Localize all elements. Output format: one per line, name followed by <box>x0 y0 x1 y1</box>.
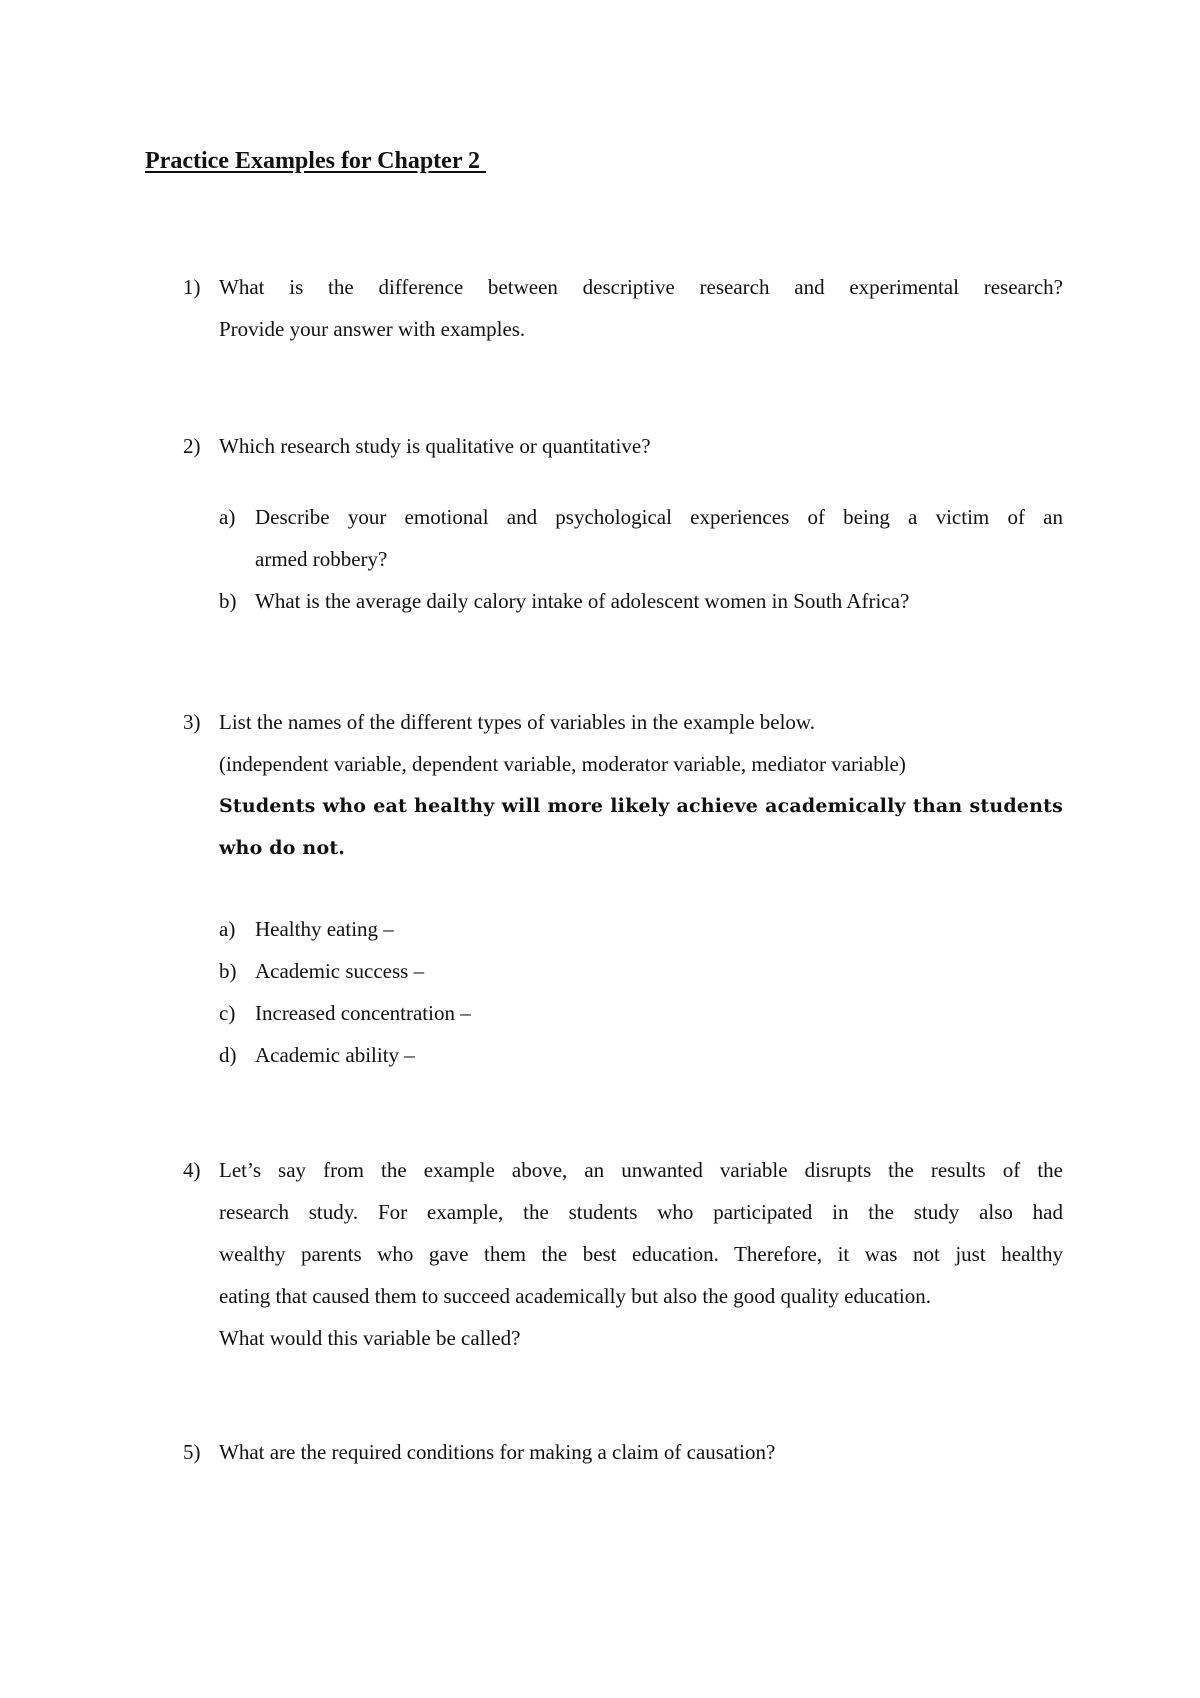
item-letter: a) <box>219 505 236 529</box>
example-statement-line: Students who eat healthy will more likely achieve academically than students <box>219 795 1063 817</box>
item-letter: c) <box>219 1001 236 1025</box>
item-text-line: What is the average daily calory intake of adolescent women in South Africa? <box>255 589 910 613</box>
question-text-line: Which research study is qualitative or quantitative? <box>219 434 651 458</box>
item-text: Healthy eating – <box>255 917 394 941</box>
item-text: Academic success – <box>255 959 425 983</box>
question-3-item-c <box>219 992 1063 1034</box>
item-letter: d) <box>219 1043 237 1067</box>
question-text-line: wealthy parents who gave them the best education. Therefore, it was not just healthy <box>219 1242 1063 1266</box>
question-text-line: Provide your answer with examples. <box>219 317 526 341</box>
question-text-line: What would this variable be called? <box>219 1326 521 1350</box>
question-text-line: What are the required conditions for making a claim of causation? <box>219 1440 776 1464</box>
question-number: 5) <box>183 1440 201 1464</box>
question-number: 1) <box>183 275 201 299</box>
item-letter: a) <box>219 917 236 941</box>
question-text-line: (independent variable, dependent variable, moderator variable, mediator variable) <box>219 752 906 776</box>
question-3 <box>183 701 1063 869</box>
question-text-line: research study. For example, the students who participated in the study also had <box>219 1200 1063 1224</box>
item-letter: b) <box>219 589 237 613</box>
question-4 <box>183 1149 1063 1359</box>
question-number: 4) <box>183 1158 201 1182</box>
question-text-line: List the names of the different types of variables in the example below. <box>219 710 815 734</box>
question-2-item-a <box>219 496 1063 580</box>
item-text-line: Describe your emotional and psychological experiences of being a victim of an <box>255 505 1063 529</box>
question-number: 3) <box>183 710 201 734</box>
question-3-item-a <box>219 908 1063 950</box>
question-2 <box>183 425 1063 467</box>
item-text-line: armed robbery? <box>255 547 388 571</box>
question-3-item-b <box>219 950 1063 992</box>
page-title: Practice Examples for Chapter 2 <box>145 148 487 174</box>
item-text: Academic ability – <box>255 1043 415 1067</box>
question-text-line: eating that caused them to succeed academically but also the good quality education. <box>219 1284 932 1308</box>
question-2-item-b <box>219 580 1063 622</box>
question-number: 2) <box>183 434 201 458</box>
question-5 <box>183 1431 1063 1473</box>
question-1 <box>183 266 1063 350</box>
question-text-line: What is the difference between descriptive research and experimental research? <box>219 275 1063 299</box>
question-text-line: Let’s say from the example above, an unwanted variable disrupts the results of the <box>219 1158 1063 1182</box>
question-3-item-d <box>219 1034 1063 1076</box>
item-letter: b) <box>219 959 237 983</box>
example-statement-line: who do not. <box>219 837 346 859</box>
item-text: Increased concentration – <box>255 1001 471 1025</box>
